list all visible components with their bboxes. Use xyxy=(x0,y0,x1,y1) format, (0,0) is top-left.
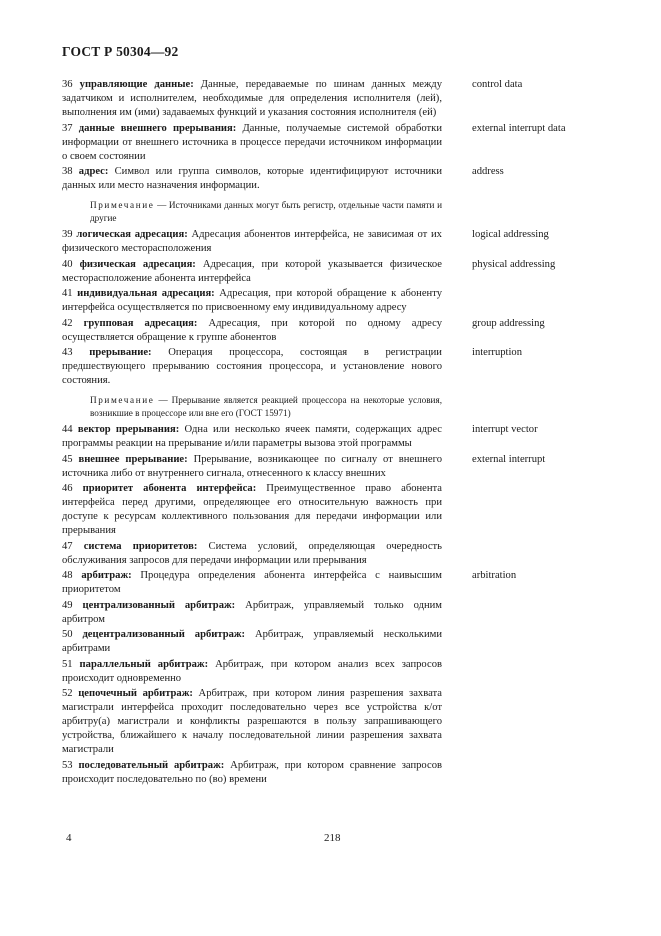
entry-term: адрес: xyxy=(78,166,109,177)
note xyxy=(62,394,442,419)
english-term: physical addressing xyxy=(472,258,556,270)
english-term xyxy=(472,658,622,686)
english-term xyxy=(472,540,622,568)
english-term: interrupt vector xyxy=(472,424,538,435)
entry-term: физическая адресация: xyxy=(79,258,196,270)
page-number: 218 xyxy=(324,832,341,844)
entry-number: 53 xyxy=(62,759,73,771)
note xyxy=(62,199,442,224)
entry-number: 44 xyxy=(62,424,73,435)
entry-text: Адресация, при которой по одному адресу осуществляется обращение к группе абонентов xyxy=(62,317,442,343)
glossary-entry xyxy=(62,346,622,388)
glossary-entry xyxy=(62,759,622,787)
english-term xyxy=(472,482,622,538)
english-term: interruption xyxy=(472,347,523,358)
glossary-entry xyxy=(62,540,622,568)
glossary-entry xyxy=(62,599,622,627)
entry-number: 50 xyxy=(62,629,73,640)
entry-text: Арбитраж, управляемый только одним арбитром xyxy=(62,599,443,625)
glossary-entry xyxy=(62,228,622,256)
entry-term: цепочечный арбитраж: xyxy=(78,688,193,699)
entry-text: Преимущественное право абонента интерфейса перед другими, определяющее его относительную важность при доступе к ресурсам коллективного пользования для передачи информации или прерывания xyxy=(62,483,443,536)
glossary-entry xyxy=(62,258,622,286)
english-term xyxy=(472,599,622,627)
glossary-entry xyxy=(62,423,622,451)
entry-term: индивидуальная адресация: xyxy=(77,288,215,299)
glossary-entry xyxy=(62,287,622,315)
entry-term: система приоритетов: xyxy=(83,540,198,552)
glossary-entry xyxy=(62,78,622,120)
glossary-entry xyxy=(62,482,622,538)
document-header: ГОСТ Р 50304—92 xyxy=(62,44,179,59)
entry-text: Арбитраж, при котором анализ всех запросов происходит одновременно xyxy=(62,658,442,684)
english-term xyxy=(472,759,622,787)
entry-number: 46 xyxy=(62,483,73,494)
glossary-entry xyxy=(62,569,622,597)
entry-text: Арбитраж, управляемый несколькими арбитрами xyxy=(62,629,442,654)
entry-definition xyxy=(62,453,442,481)
note-text: — Источниками данных могут быть регистр, отдельные части памяти и другие xyxy=(90,200,443,223)
entry-term: вектор прерывания: xyxy=(77,424,180,435)
entry-number: 38 xyxy=(62,166,73,177)
entry-number: 47 xyxy=(62,540,73,552)
entry-definition xyxy=(62,346,442,388)
english-term xyxy=(472,287,622,315)
entry-number: 43 xyxy=(62,347,73,358)
entry-term: арбитраж: xyxy=(81,570,132,581)
glossary-entry xyxy=(62,122,622,164)
entry-term: логическая адресация: xyxy=(76,229,188,240)
glossary-entry xyxy=(62,453,622,481)
entry-number: 45 xyxy=(62,453,73,465)
english-term xyxy=(472,687,622,757)
entry-definition xyxy=(62,599,442,627)
english-term: group addressing xyxy=(472,317,545,329)
entry-term: прерывание: xyxy=(89,347,152,358)
entry-text: Система условий, определяющая очередность обслуживания запросов для передачи информации или прерывания xyxy=(62,540,442,566)
entry-definition xyxy=(62,569,442,597)
entry-term: групповая адресация: xyxy=(83,317,198,329)
entry-number: 52 xyxy=(62,688,73,699)
entry-definition xyxy=(62,287,442,315)
entry-number: 36 xyxy=(62,79,73,90)
entry-definition xyxy=(62,258,442,286)
entry-definition xyxy=(62,78,442,120)
english-term: logical addressing xyxy=(472,229,549,240)
english-term: arbitration xyxy=(472,570,517,581)
entry-definition xyxy=(62,628,442,656)
entry-term: децентрализованный арбитраж: xyxy=(82,629,246,640)
glossary-entry xyxy=(62,658,622,686)
entry-term: последовательный арбитраж: xyxy=(78,759,225,771)
entry-text: Арбитраж, при котором линия разрешения захвата магистрали интерфейса проходит последовательно через все устройства к/от арбитру(а) магистрали и конфликты разрешаются в пользу запрашивающего устройства, ближайшего к началу последовательной линии разрешения захвата магистрали xyxy=(62,688,442,755)
glossary-entry xyxy=(62,628,622,656)
english-term: external interrupt data xyxy=(472,122,566,134)
entry-text: Символ или группа символов, которые идентифицируют источники данных или место назначения информации. xyxy=(62,166,442,191)
glossary-entry xyxy=(62,687,622,757)
entry-text: Адресация, при которой обращение к абоненту интерфейса осуществляется по присвоенному ему индивидуальному адресу xyxy=(62,288,442,313)
entry-definition xyxy=(62,658,442,686)
entry-number: 48 xyxy=(62,570,73,581)
entry-text: Адресация, при которой указывается физическое месторасположение абонента интерфейса xyxy=(62,258,442,284)
entry-text: Данные, получаемые системой обработки информации от внешнего источника в процессе передачи источником информации о своем состоянии xyxy=(62,122,442,162)
entry-number: 40 xyxy=(62,258,73,270)
english-term: address xyxy=(472,166,504,177)
entry-definition xyxy=(62,122,442,164)
entry-number: 37 xyxy=(62,122,73,134)
note-label: Примечание xyxy=(90,395,155,405)
entry-number: 49 xyxy=(62,599,73,611)
entry-definition xyxy=(62,540,442,568)
note-label: Примечание xyxy=(90,200,155,210)
entry-definition xyxy=(62,228,442,256)
entry-definition xyxy=(62,687,442,757)
entry-term: управляющие данные: xyxy=(79,79,194,90)
entry-text: Адресация абонентов интерфейса, не зависимая от их физического месторасположения xyxy=(62,229,442,254)
entry-number: 39 xyxy=(62,229,73,240)
english-term: external interrupt xyxy=(472,453,546,465)
english-term: control data xyxy=(472,79,523,90)
entry-definition xyxy=(62,165,442,193)
entry-text: Прерывание, возникающее по сигналу от внешнего источника либо от внутреннего сигнала, отнесенного к классу внешних xyxy=(62,453,442,479)
note-text: — Прерывание является реакцией процессора на некоторые условия, возникшие в процессоре или вне его (ГОСТ 15971) xyxy=(90,395,443,418)
entry-term: параллельный арбитраж: xyxy=(79,658,209,670)
entry-number: 42 xyxy=(62,317,73,329)
entry-definition xyxy=(62,482,442,538)
entry-text: Данные, передаваемые по шинам данных между задатчиком и исполнителем, необходимые для определения исполнителя (лей), выполнения им (ими) задаваемых функций и указания состояния исполнителя (ей) xyxy=(62,79,442,118)
entry-term: приоритет абонента интерфейса: xyxy=(82,483,257,494)
entry-number: 51 xyxy=(62,658,73,670)
entry-text: Операция процессора, состоящая в регистрации предшествующего прерыванию состояния процессора, и установление нового состояния. xyxy=(62,347,442,386)
entry-term: данные внешнего прерывания: xyxy=(78,122,237,134)
glossary-entry xyxy=(62,165,622,193)
entry-number: 41 xyxy=(62,288,73,299)
entry-term: внешнее прерывание: xyxy=(78,453,188,465)
glossary-content xyxy=(62,78,622,788)
entry-definition xyxy=(62,759,442,787)
entry-text: Одна или несколько ячеек памяти, содержащих адрес программы реакции на прерывание и/или параметры вызова этой программы xyxy=(62,424,442,449)
glossary-entry xyxy=(62,317,622,345)
english-term xyxy=(472,628,622,656)
entry-text: Арбитраж, при котором сравнение запросов происходит последовательно по (во) времени xyxy=(62,759,442,785)
entry-text: Процедура определения абонента интерфейса с наивысшим приоритетом xyxy=(62,570,443,595)
entry-definition xyxy=(62,423,442,451)
entry-term: централизованный арбитраж: xyxy=(82,599,236,611)
footer-left-number: 4 xyxy=(66,832,72,844)
entry-definition xyxy=(62,317,442,345)
